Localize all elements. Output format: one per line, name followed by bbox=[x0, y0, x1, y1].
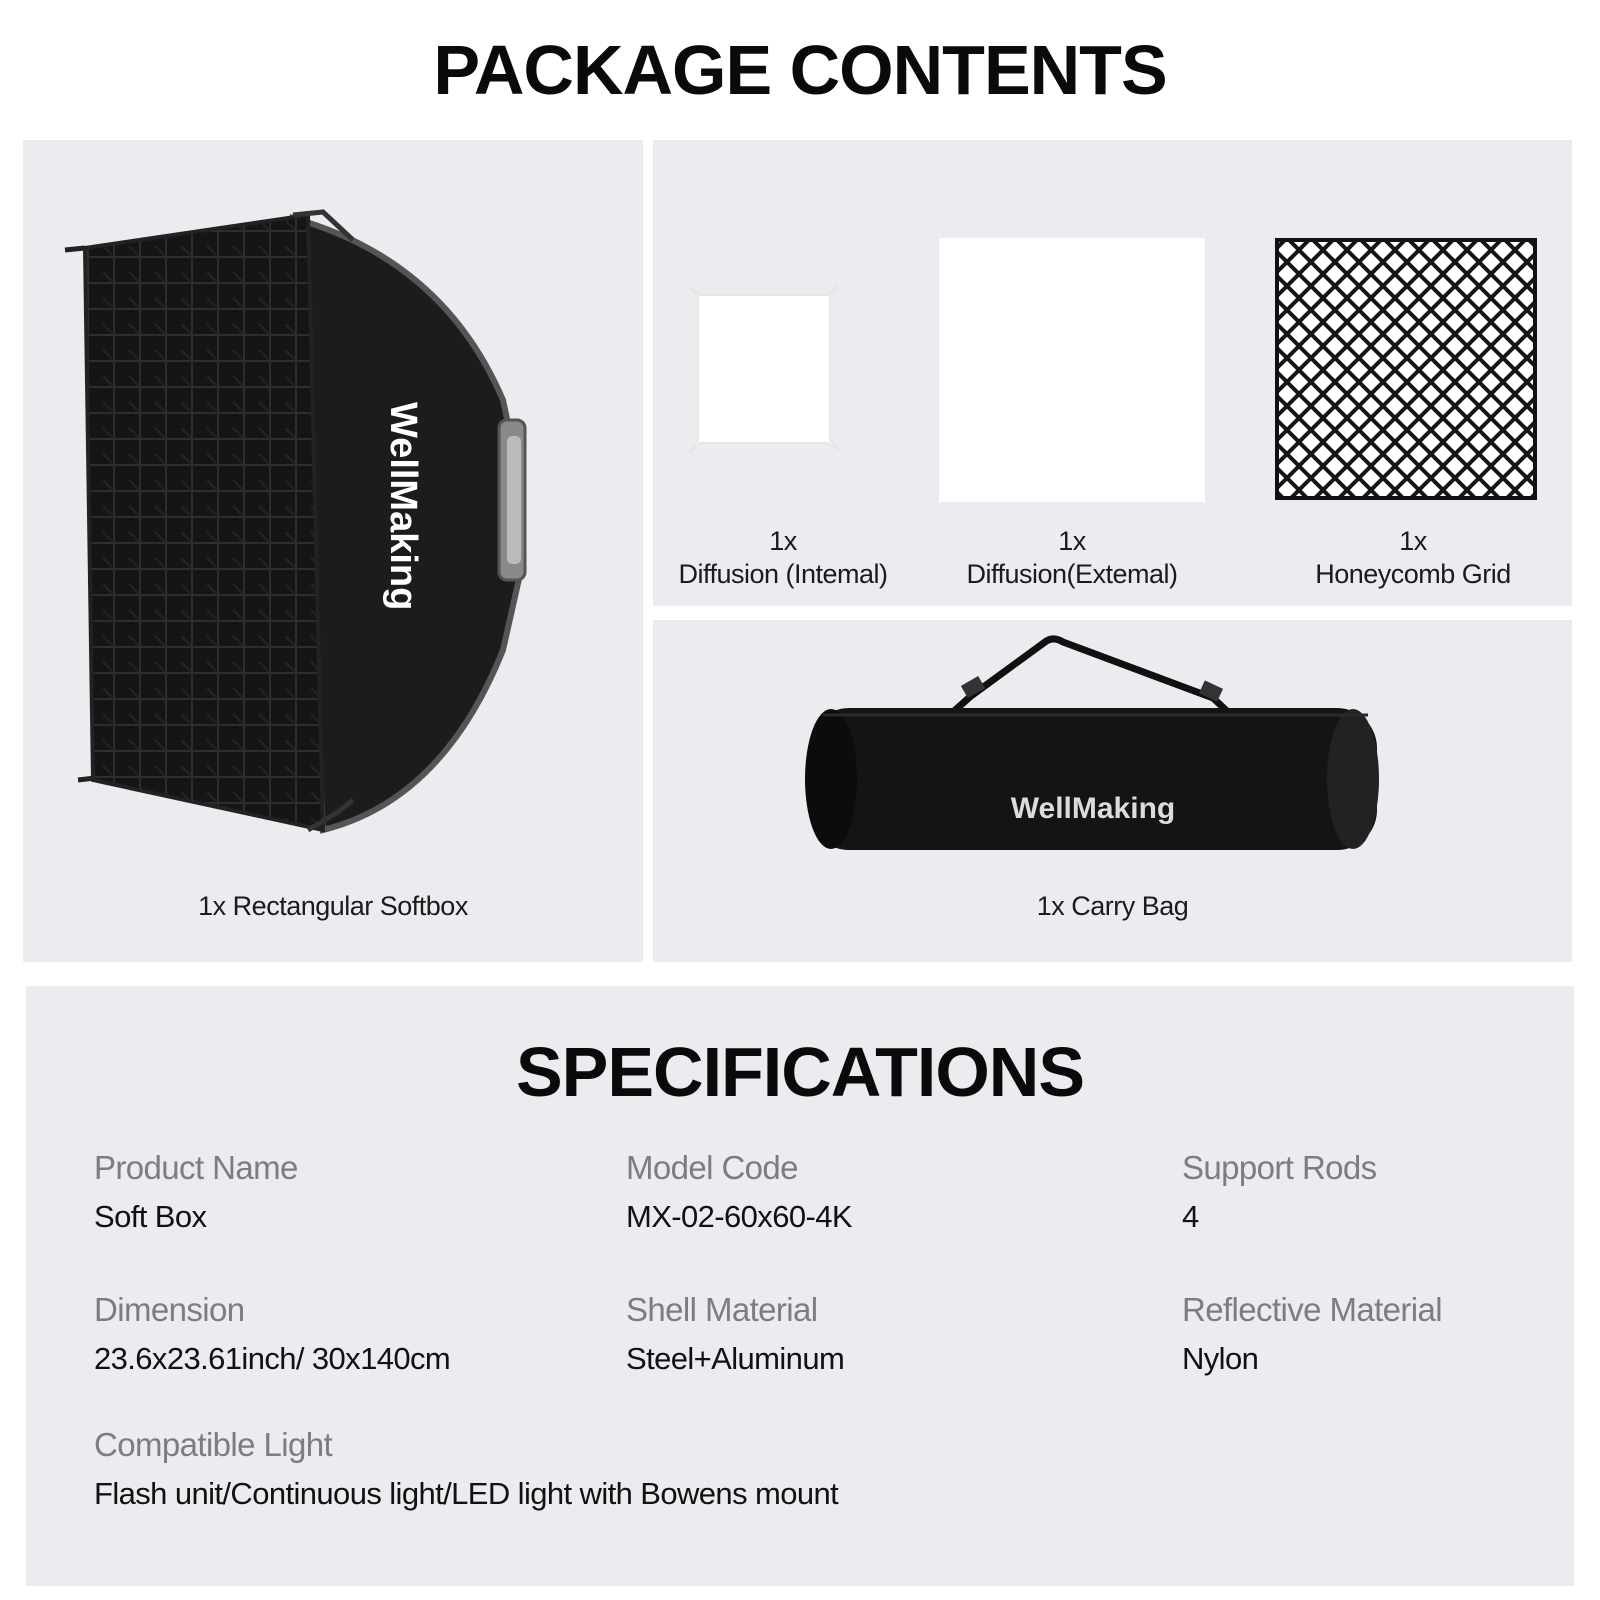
internal-diffuser-image bbox=[678, 275, 858, 465]
carry-bag-caption bbox=[653, 890, 1572, 923]
spec-label: Product Name bbox=[94, 1149, 298, 1186]
accessories-panel bbox=[653, 140, 1572, 606]
spec-value: Soft Box bbox=[94, 1199, 207, 1234]
internal-diffuser-qty: 1x bbox=[769, 526, 797, 556]
softbox-caption-text: 1x Rectangular Softbox bbox=[198, 891, 468, 921]
package-contents-title: PACKAGE CONTENTS bbox=[433, 31, 1167, 109]
specifications-panel bbox=[26, 986, 1574, 1586]
honeycomb-grid-label: Honeycomb Grid bbox=[1315, 559, 1511, 589]
spec-support-rods bbox=[1182, 1149, 1377, 1235]
spec-value: 4 bbox=[1182, 1199, 1199, 1234]
honeycomb-grid-qty: 1x bbox=[1399, 526, 1427, 556]
internal-diffuser-label: Diffusion (Intemal) bbox=[678, 559, 888, 589]
softbox-caption bbox=[23, 890, 643, 923]
honeycomb-grid-caption bbox=[1293, 525, 1533, 591]
softbox-panel bbox=[23, 140, 643, 962]
external-diffuser-caption bbox=[947, 525, 1197, 591]
spec-value: Nylon bbox=[1182, 1341, 1259, 1376]
carry-bag-panel bbox=[653, 620, 1572, 962]
spec-compatible-light bbox=[94, 1426, 838, 1512]
carry-bag-caption-text: 1x Carry Bag bbox=[1036, 891, 1189, 921]
spec-label: Support Rods bbox=[1182, 1149, 1377, 1186]
internal-diffuser-caption bbox=[663, 525, 903, 591]
spec-label: Shell Material bbox=[626, 1291, 818, 1328]
spec-value: 23.6x23.61inch/ 30x140cm bbox=[94, 1341, 451, 1376]
spec-label: Dimension bbox=[94, 1291, 245, 1328]
honeycomb-grid-image bbox=[1275, 238, 1537, 500]
spec-model-code bbox=[626, 1149, 852, 1235]
softbox-brand-logo: WellMaking bbox=[382, 402, 424, 611]
spec-value: MX-02-60x60-4K bbox=[626, 1199, 852, 1234]
spec-label: Reflective Material bbox=[1182, 1291, 1443, 1328]
softbox-image bbox=[23, 140, 643, 962]
spec-product-name bbox=[94, 1149, 298, 1235]
spec-label: Compatible Light bbox=[94, 1426, 333, 1463]
specifications-title: SPECIFICATIONS bbox=[515, 1033, 1085, 1111]
spec-dimension bbox=[94, 1291, 450, 1377]
spec-reflective-material bbox=[1182, 1291, 1442, 1377]
spec-label: Model Code bbox=[626, 1149, 798, 1186]
spec-shell-material bbox=[626, 1291, 844, 1377]
spec-value: Steel+Aluminum bbox=[626, 1341, 845, 1376]
external-diffuser-image bbox=[939, 238, 1205, 502]
carry-bag-brand-logo: WellMaking bbox=[1010, 792, 1176, 825]
external-diffuser-qty: 1x bbox=[1058, 526, 1086, 556]
spec-value: Flash unit/Continuous light/LED light with Bowens mount bbox=[94, 1476, 839, 1511]
external-diffuser-label: Diffusion(Extemal) bbox=[966, 559, 1178, 589]
